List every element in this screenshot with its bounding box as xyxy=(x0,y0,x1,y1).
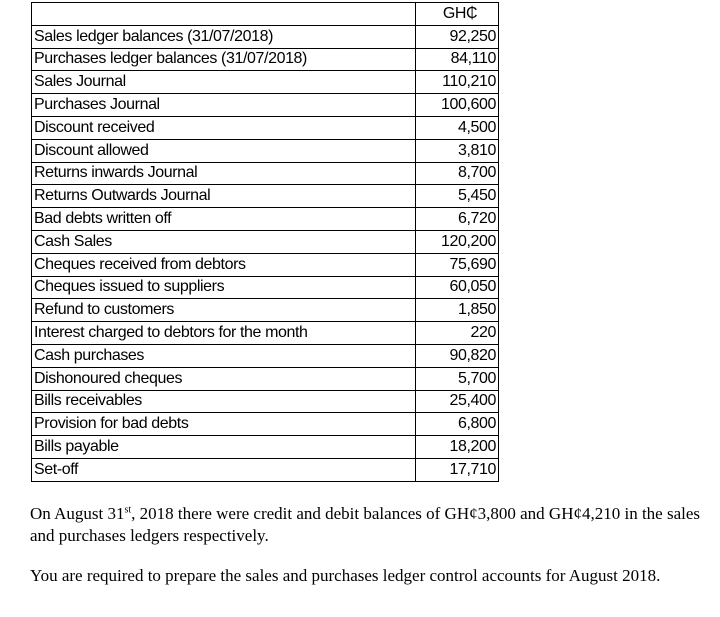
row-amount: 75,690 xyxy=(416,253,499,276)
row-amount: 90,820 xyxy=(416,344,499,367)
row-amount: 5,450 xyxy=(416,185,499,208)
row-amount: 3,810 xyxy=(416,139,499,162)
table-row xyxy=(32,94,499,117)
table-row xyxy=(32,71,499,94)
row-amount: 6,720 xyxy=(416,208,499,231)
row-label: Dishonoured cheques xyxy=(32,367,416,390)
row-label: Cheques issued to suppliers xyxy=(32,276,416,299)
table-row xyxy=(32,48,499,71)
row-amount: 84,110 xyxy=(416,48,499,71)
table-row xyxy=(32,436,499,459)
row-label: Discount received xyxy=(32,116,416,139)
row-label: Bills payable xyxy=(32,436,416,459)
row-label: Bills receivables xyxy=(32,390,416,413)
table-row xyxy=(32,230,499,253)
table-row xyxy=(32,390,499,413)
table-row xyxy=(32,25,499,48)
table-row xyxy=(32,253,499,276)
row-amount: 92,250 xyxy=(416,25,499,48)
table-row xyxy=(32,162,499,185)
table-row xyxy=(32,299,499,322)
row-amount: 17,710 xyxy=(416,458,499,481)
row-amount: 1,850 xyxy=(416,299,499,322)
ordinal-suffix: st xyxy=(124,504,132,516)
row-label: Returns inwards Journal xyxy=(32,162,416,185)
row-label: Purchases Journal xyxy=(32,94,416,117)
table-row xyxy=(32,367,499,390)
ledger-table xyxy=(31,2,499,482)
header-label-cell xyxy=(32,3,416,26)
ledger-table-body xyxy=(32,3,499,482)
row-label: Interest charged to debtors for the month xyxy=(32,322,416,345)
table-row xyxy=(32,208,499,231)
row-label: Cheques received from debtors xyxy=(32,253,416,276)
balances-paragraph-start: On August 31 xyxy=(30,504,125,523)
row-label: Cash purchases xyxy=(32,344,416,367)
instruction-paragraph: You are required to prepare the sales and purchases ledger control accounts for August 2018. xyxy=(30,566,661,585)
row-amount: 25,400 xyxy=(416,390,499,413)
row-amount: 4,500 xyxy=(416,116,499,139)
table-row xyxy=(32,185,499,208)
row-amount: 18,200 xyxy=(416,436,499,459)
row-label: Sales ledger balances (31/07/2018) xyxy=(32,25,416,48)
table-header-row xyxy=(32,3,499,26)
balances-paragraph xyxy=(30,503,710,547)
row-amount: 220 xyxy=(416,322,499,345)
table-row xyxy=(32,116,499,139)
table-row xyxy=(32,458,499,481)
row-amount: 60,050 xyxy=(416,276,499,299)
balances-paragraph-rest: , 2018 there were credit and debit balances of GH¢3,800 and GH¢4,210 in the sales and purchases ledgers respectively. xyxy=(30,504,701,545)
row-label: Refund to customers xyxy=(32,299,416,322)
row-label: Discount allowed xyxy=(32,139,416,162)
row-label: Cash Sales xyxy=(32,230,416,253)
row-amount: 120,200 xyxy=(416,230,499,253)
table-row xyxy=(32,322,499,345)
table-row xyxy=(32,344,499,367)
row-label: Purchases ledger balances (31/07/2018) xyxy=(32,48,416,71)
table-row xyxy=(32,413,499,436)
row-label: Provision for bad debts xyxy=(32,413,416,436)
row-amount: 8,700 xyxy=(416,162,499,185)
row-label: Sales Journal xyxy=(32,71,416,94)
currency-header: GH₵ xyxy=(416,3,499,26)
row-label: Set-off xyxy=(32,458,416,481)
row-amount: 5,700 xyxy=(416,367,499,390)
row-amount: 110,210 xyxy=(416,71,499,94)
row-amount: 6,800 xyxy=(416,413,499,436)
row-label: Bad debts written off xyxy=(32,208,416,231)
table-row xyxy=(32,276,499,299)
table-row xyxy=(32,139,499,162)
row-label: Returns Outwards Journal xyxy=(32,185,416,208)
row-amount: 100,600 xyxy=(416,94,499,117)
